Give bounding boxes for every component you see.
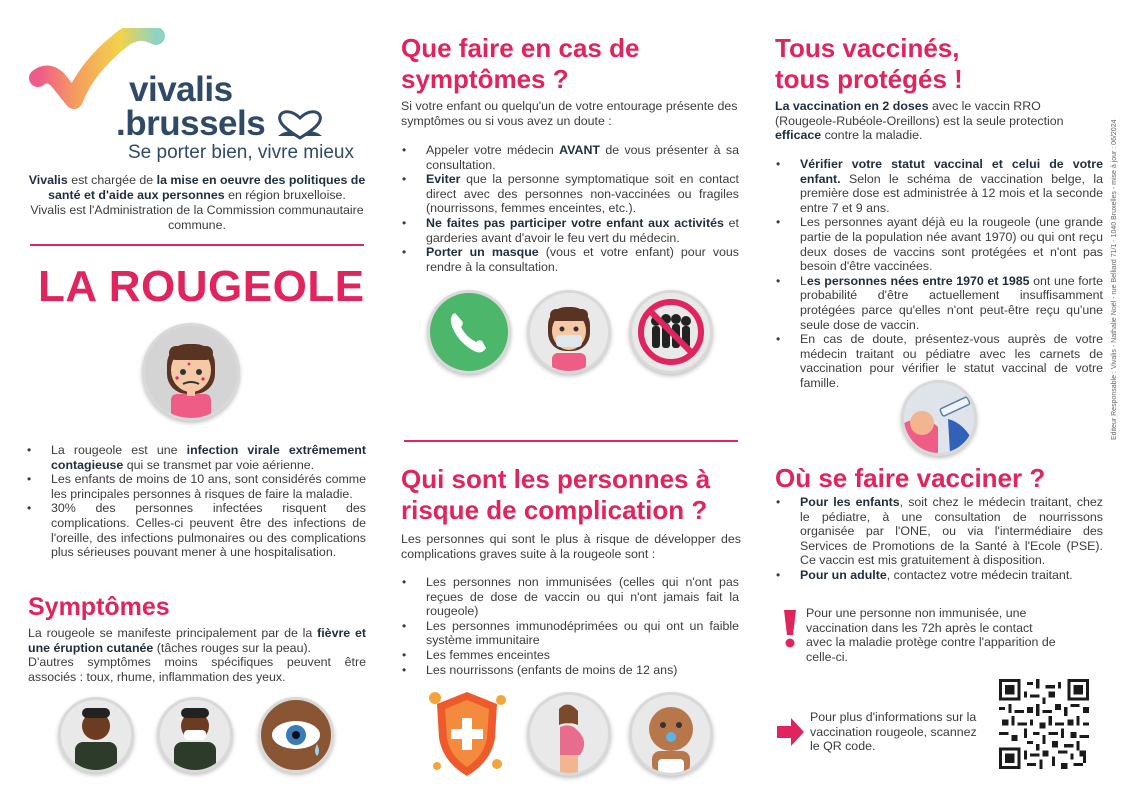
divider-left xyxy=(30,244,364,246)
page-title: LA ROUGEOLE xyxy=(38,262,365,311)
list-item: • Les personnes ayant déjà eu la rougeole (une grande partie de la population née avant 1970) ou qui ont reçu deux doses de vaccins sont protégées et n'ont pas besoin d'être vaccinées. xyxy=(775,215,1103,273)
intro-vivalis: Vivalis xyxy=(28,173,68,187)
list-item: • Les personnes non immunisées (celles qui n'ont pas reçues de dose de vaccin ou qui n'ont jamais fait la rougeole) xyxy=(401,575,739,619)
intro-text xyxy=(26,173,368,233)
sick-child-icon xyxy=(142,323,240,421)
intro-text-1: est chargée de xyxy=(67,173,157,187)
exclamation-icon xyxy=(780,608,800,648)
list-item: • Vérifier votre statut vaccinal et celui de votre enfant. Selon le schéma de vaccination belge, la première dose est administrée à 12 mois et la seconde entre 7 et 9 ans. xyxy=(775,157,1103,215)
vaccination-list xyxy=(775,157,1103,391)
intro-text-2: en région bruxelloise. xyxy=(224,188,346,202)
vaccination-intro: La vaccination en 2 doses avec le vaccin RRO (Rougeole-Rubéole-Oreillons) est la seule protection efficace contre la maladie. xyxy=(775,99,1064,143)
list-item: • Appeler votre médecin AVANT de vous présenter à sa consultation. xyxy=(401,143,739,172)
list-item: • La rougeole est une infection virale extrêmement contagieuse qui se transmet par voie aérienne. xyxy=(26,443,366,472)
pregnant-woman-icon xyxy=(527,692,611,776)
list-item: • Ne faites pas participer votre enfant aux activités et garderies avant d'avoir le feu vert du médecin. xyxy=(401,216,739,245)
where-vaccinate-list xyxy=(775,495,1103,583)
warning-text: Pour une personne non immunisée, une vaccination dans les 72h après le contact avec la maladie protège contre l'apparition de celle-ci. xyxy=(806,606,1056,664)
list-item: • Eviter que la personne symptomatique soit en contact direct avec des personnes non-vaccinées ou fragiles (nourrissons, femmes enceintes, etc.). xyxy=(401,172,739,216)
symptoms-action-intro: Si votre enfant ou quelqu'un de votre entourage présente des symptômes ou si vous avez un doute : xyxy=(401,99,738,128)
arrow-right-icon xyxy=(777,717,805,747)
symptoms-text: La rougeole se manifeste principalement par de la fièvre et une éruption cutanée (tâches rouges sur la peau). D'autres symptômes moins spécifiques peuvent être associés : toux, rhume, inflammation des yeux. xyxy=(28,626,366,684)
phone-icon xyxy=(427,290,511,374)
vaccination-title: Tous vaccinés, tous protégés ! xyxy=(775,33,963,94)
sneezing-person-icon xyxy=(157,697,233,773)
list-item: • Les personnes immunodéprimées ou qui ont un faible système immunitaire xyxy=(401,619,739,648)
list-item: • Les femmes enceintes xyxy=(401,648,739,663)
risk-list xyxy=(401,575,739,677)
vivalis-logo xyxy=(26,30,368,170)
no-crowd-icon xyxy=(629,290,713,374)
risk-intro: Les personnes qui sont le plus à risque de développer des complications graves suite à la rougeole sont : xyxy=(401,532,741,561)
publisher-side-text: Editeur Responsable : Vivalis - Nathalie Noël - rue Belliard 71/1 - 1040 Bruxelles - mise à jour : 06/2024 xyxy=(1111,119,1118,440)
risk-title: Qui sont les personnes à risque de complication ? xyxy=(401,464,711,525)
list-item: • Porter un masque (vous et votre enfant) pour vous rendre à la consultation. xyxy=(401,245,739,274)
vaccine-injection-icon xyxy=(901,380,977,456)
baby-icon xyxy=(629,692,713,776)
intro-highlight: la mise en oeuvre des politiques de santé et d'aide aux personnes xyxy=(48,173,366,202)
list-item: • En cas de doute, présentez-vous auprès de votre médecin traitant ou pédiatre avec les carnets de vaccination pour vérifier le statut vaccinal de votre famille. xyxy=(775,332,1103,390)
intro-text-3: Vivalis est l'Administration de la Commission communautaire commune. xyxy=(30,203,364,232)
qr-info-text: Pour plus d'informations sur la vaccination rougeole, scannez le QR code. xyxy=(810,710,977,754)
logo-word-brussels: .brussels xyxy=(116,104,266,143)
list-item: • Pour les enfants, soit chez le médecin traitant, chez le pédiatre, à une consultation de nourrissons organisée par l'ONE, ou via l'intermédiaire des Services de Promotions de la Santé à l'Ecole (PSE). Ce vaccin est mis gratuitement à disposition. xyxy=(775,495,1103,568)
coughing-person-icon xyxy=(58,697,134,773)
list-item: • Pour un adulte, contactez votre médecin traitant. xyxy=(775,568,1103,583)
measles-facts-list xyxy=(26,443,366,560)
heart-logo-icon xyxy=(274,108,326,142)
virus-shield-icon xyxy=(423,684,511,780)
divider-middle xyxy=(404,440,738,442)
logo-tagline: Se porter bien, vivre mieux xyxy=(128,142,354,163)
symptoms-action-title: Que faire en cas de symptômes ? xyxy=(401,33,640,94)
list-item: • Les personnes nées entre 1970 et 1985 ont une forte probabilité d'être actuellement insuffisamment protégées parce qu'elles n'ont peut-être reçu qu'une seule dose de vaccin. xyxy=(775,274,1103,332)
symptoms-action-list xyxy=(401,143,739,274)
list-item: • Les nourrissons (enfants de moins de 12 ans) xyxy=(401,663,739,678)
teary-eye-icon xyxy=(258,697,334,773)
list-item: • 30% des personnes infectées risquent des complications. Celles-ci peuvent être des infections de l'oreille, des infections pulmonaires ou des complications plus sérieuses pouvant mener à une hospitalisation. xyxy=(26,501,366,559)
where-vaccinate-title: Où se faire vacciner ? xyxy=(775,463,1046,493)
qr-code-icon[interactable] xyxy=(999,679,1089,769)
masked-child-icon xyxy=(527,290,611,374)
symptoms-title: Symptômes xyxy=(28,593,170,621)
list-item: • Les enfants de moins de 10 ans, sont considérés comme les principales personnes à risques de faire la maladie. xyxy=(26,472,366,501)
logo-word-vivalis: vivalis xyxy=(129,70,233,109)
